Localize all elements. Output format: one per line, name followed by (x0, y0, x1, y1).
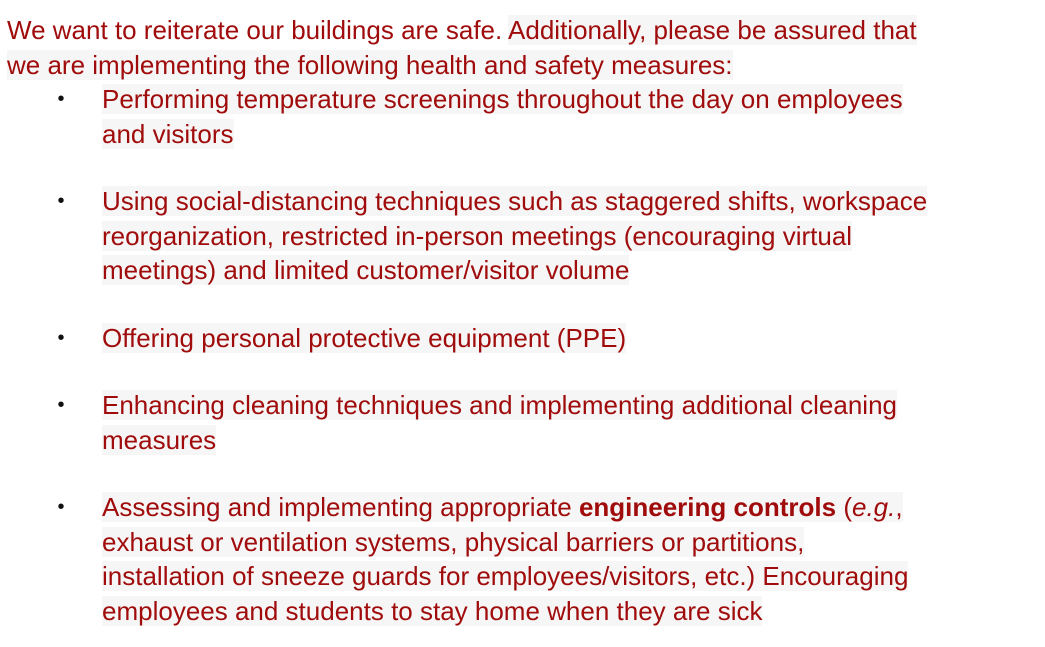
intro-paragraph (7, 13, 1043, 82)
engineering-controls-term: engineering controls (578, 492, 837, 522)
bullet-icon: • (57, 326, 65, 349)
bullet-icon: • (57, 394, 65, 416)
bullet-icon: • (57, 496, 65, 518)
measure-text: Performing temperature screenings throughout the day on employees and visitors (102, 84, 903, 149)
list-item (7, 490, 1043, 628)
measure-text-lead: Assessing and implementing appropriate (102, 492, 579, 522)
list-item (7, 184, 1043, 288)
document-body (7, 13, 1043, 628)
intro-sentence-2: Additionally, please be assured that we are implementing the following health and safety measures: (7, 15, 917, 80)
paren-open: ( (836, 492, 852, 522)
list-item (7, 82, 1043, 151)
measure-text: Enhancing cleaning techniques and implementing additional cleaning measures (102, 390, 898, 455)
measures-list (7, 82, 1043, 628)
bullet-icon: • (57, 88, 65, 110)
measure-text-rest: , exhaust or ventilation systems, physical barriers or partitions, installation of sneeze guards for employees/visitors, etc.) Encouraging employees and students to stay home when they are sick (102, 492, 909, 626)
measure-text: Using social-distancing techniques such as staggered shifts, workspace reorganization, restricted in-person meetings (encouraging virtual meetings) and limited customer/visitor volume (102, 186, 928, 285)
measure-text: Offering personal protective equipment (PPE) (102, 322, 627, 353)
list-item (7, 388, 1043, 457)
bullet-icon: • (57, 190, 65, 212)
intro-sentence-1: We want to reiterate our buildings are safe. (7, 15, 509, 45)
eg-abbreviation: e.g. (851, 492, 896, 522)
list-item (7, 321, 1043, 356)
